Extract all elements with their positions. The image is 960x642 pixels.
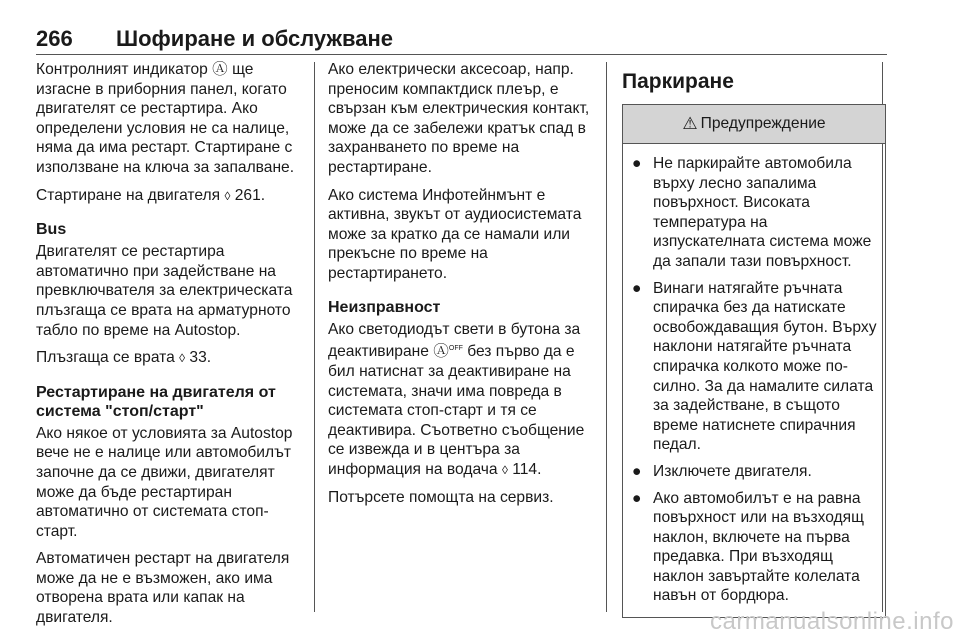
warning-body (623, 144, 885, 617)
warning-icon: ⚠ (682, 114, 698, 134)
warning-title: Предупреждение (700, 115, 826, 133)
list-item: ● Винаги натягайте ръчната спирачка без да натискате освобождаващия бутон. Върху наклони натягайте ръчната спирачка колкото може по-силно. За да намалите силата за задействане, в същото време натиснете спирачния педал. (632, 279, 877, 454)
paragraph-infotainment: Ако система Инфотейнмънт е активна, звукът от аудиосистемата може за кратко да се намали или прекъсне по време на рестартирането. (328, 186, 582, 282)
page-reference-link[interactable]: 114. (512, 460, 542, 478)
list-item: ● Ако автомобилът е на равна повърхност или на възходящ наклон, включете на първа предавка. При възходящ наклон завъртайте колелата навън от бордюра. (632, 489, 864, 605)
page-reference-link[interactable]: 261. (234, 186, 266, 204)
paragraph-bus: Двигателят се рестартира автоматично при задействане на превключвателя за електрическата плъзгаща се врата на арматурното табло по време на Autostop. (36, 243, 293, 339)
page-title: Шофиране и обслужване (116, 26, 394, 51)
autostop-off-button-icon: Ⓐ$^{OFF}$ (433, 343, 463, 361)
section-title-parking: Паркиране (622, 70, 734, 93)
column-3 (622, 62, 885, 618)
autostop-indicator-icon: Ⓐ (212, 61, 228, 78)
paragraph-start-ref: Стартиране на двигателя ◊ 261. (36, 186, 266, 204)
warning-box (622, 104, 886, 618)
page-reference-icon: ◊ (501, 462, 508, 477)
paragraph-accessory: Ако електрически аксесоар, напр. преносим компактдиск плеър, е свързан към електрическия контакт, може да се забележи кратък спад в захранването по време на рестартиране. (328, 61, 590, 176)
heading-restart: Рестартиране на двигателя от система "стоп/старт" (36, 383, 276, 420)
paragraph-service: Потърсете помощта на сервиз. (328, 489, 554, 507)
page-header (36, 26, 888, 52)
watermark: carmanualsonline.info (710, 608, 954, 635)
bullet-icon: ● (632, 155, 642, 172)
heading-fault: Неизправност (328, 298, 441, 316)
list-item: ● Не паркирайте автомобила върху лесно запалима повърхност. Високата температура на изпускателната система може да запали тази повърхност. (632, 155, 872, 270)
paragraph-fault: Ако светодиодът свети в бутона за деактивиране Ⓐ$^{OFF}$ без първо да е бил натиснат за деактивиране на системата, значи има повреда в системата стоп-старт и тя се деактивира. Съответно съобщение се извежда и в центъра за информация на водача ◊ 114. (328, 320, 585, 478)
column-1 (36, 60, 298, 636)
header-rule (36, 54, 887, 55)
column-divider-2 (606, 62, 607, 612)
list-item: ● Изключете двигателя. (632, 462, 812, 480)
page-reference-link[interactable]: 33. (189, 349, 212, 367)
bullet-icon: ● (632, 279, 642, 297)
heading-bus: Bus (36, 221, 67, 239)
paragraph-indicator: Контролният индикатор Ⓐ ще изгасне в приборния панел, когато двигателят се рестартира. Ако определени условия не са налице, няма да има рестарт. Стартиране с използване на ключа за запалване. (36, 61, 295, 176)
bullet-icon: ● (632, 489, 642, 507)
paragraph-restart-door: Автоматичен рестарт на двигателя може да не е възможен, ако има отворена врата или капак на двигателя. (36, 550, 290, 627)
paragraph-sliding-door-ref: Плъзгаща се врата ◊ 33. (36, 349, 212, 367)
bullet-icon: ● (632, 462, 642, 480)
warning-list (629, 154, 879, 606)
page-number: 266 (36, 26, 73, 51)
warning-header (623, 105, 885, 144)
page-reference-icon: ◊ (224, 188, 231, 203)
page-reference-icon: ◊ (179, 351, 186, 366)
column-divider-1 (314, 62, 315, 612)
column-2 (328, 60, 593, 516)
paragraph-restart-conditions: Ако някое от условията за Autostop вече не е налице или автомобилът започне да се движи, двигателят може да бъде рестартиран автоматично от системата стоп-старт. (36, 424, 293, 540)
